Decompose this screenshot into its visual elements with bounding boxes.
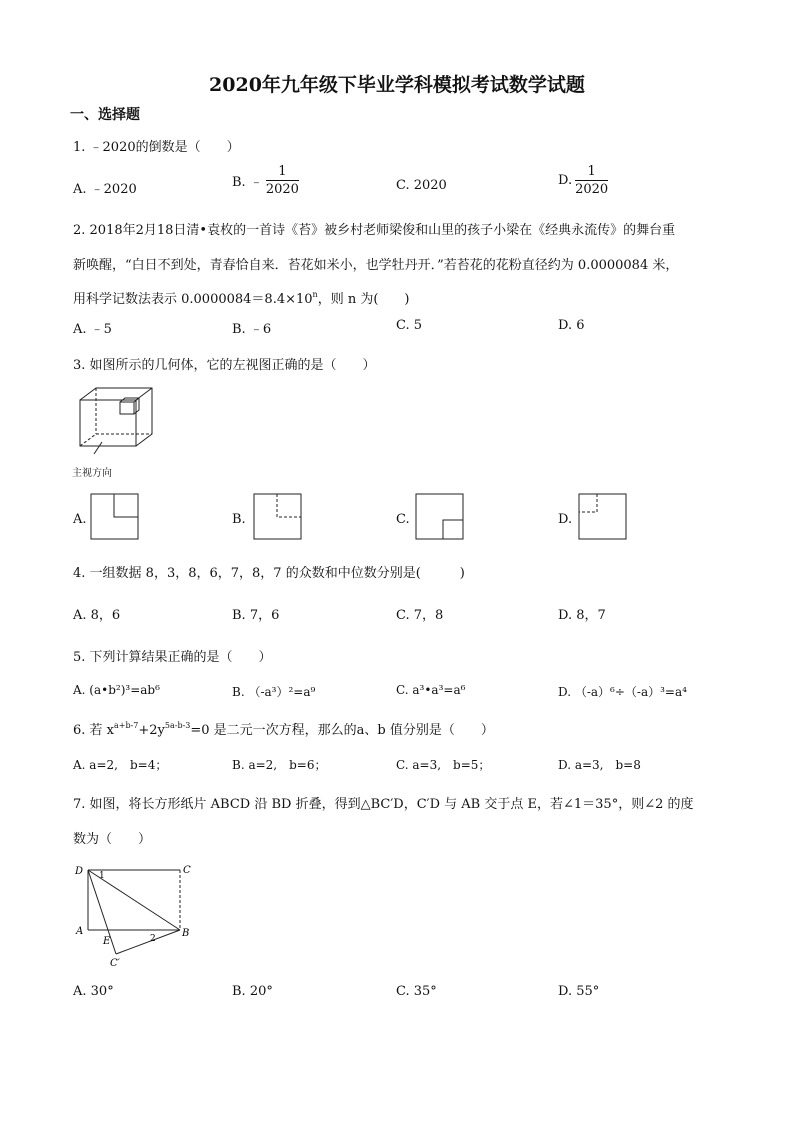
q3-solid-figure	[72, 382, 162, 457]
q4-option-a: A. 8，6	[73, 608, 121, 623]
q1-b-numerator: 1	[266, 163, 299, 181]
q7-label-b: B	[182, 928, 190, 939]
section-heading: 一、选择题	[70, 107, 140, 123]
q7-label-a: A	[76, 926, 84, 937]
q6-exponent-2: 5a-b-3	[164, 721, 191, 730]
q1-d-numerator: 1	[575, 163, 608, 181]
q2-exponent: n	[312, 290, 318, 299]
q5-option-c: C. a³•a³=a⁶	[396, 683, 466, 697]
q3-option-a: A.	[73, 512, 87, 527]
q5-stem: 5. 下列计算结果正确的是（ ）	[73, 650, 272, 665]
q7-angle-1: 1	[99, 871, 105, 881]
q3-option-c: C.	[396, 512, 410, 527]
q6-option-a: A. a=2, b=4；	[73, 758, 168, 772]
q2-line-3-post: ，则 n 为( )	[317, 292, 410, 307]
q3-option-d: D.	[558, 512, 573, 527]
q6-exponent-1: a+b-7	[114, 721, 139, 730]
q6-stem-pre: 6. 若 x	[73, 723, 114, 738]
q2-option-b: B. ﹣6	[232, 322, 272, 337]
q6-stem	[73, 719, 494, 738]
q6-stem-mid: +2y	[138, 723, 165, 738]
q3-caption: 主视方向	[72, 468, 112, 479]
q7-label-c: C	[183, 865, 191, 876]
q6-option-d: D. a=3, b=8	[558, 758, 641, 772]
q1-b-denominator: 2020	[265, 182, 299, 197]
q4-option-d: D. 8，7	[558, 608, 606, 623]
q1-option-b	[232, 163, 299, 198]
q7-label-d: D	[75, 866, 84, 877]
q5-option-b: B. （-a³）²=a⁹	[232, 685, 316, 699]
q7-option-b: B. 20°	[232, 984, 273, 999]
q2-line-2: 新唤醒，“白日不到处，青春恰自来．苔花如米小，也学牡丹开．”若苔花的花粉直径约为 0.0000084 米，	[73, 258, 679, 273]
q2-option-a: A. ﹣5	[73, 322, 112, 337]
q6-stem-post: =0 是二元一次方程，那么的a、b 值分别是（ ）	[190, 723, 494, 738]
q3-option-c-figure	[415, 493, 465, 541]
q7-option-d: D. 55°	[558, 984, 600, 999]
q2-line-1: 2. 2018年2月18日清•袁枚的一首诗《苔》被乡村老师梁俊和山里的孩子小梁在《经典永流传》的舞台重	[73, 223, 676, 238]
q1-option-d-fraction	[575, 163, 608, 198]
q1-d-denominator: 2020	[575, 182, 609, 197]
q1-option-b-prefix: B. ﹣	[232, 175, 263, 190]
q1-option-a: A. ﹣2020	[73, 182, 137, 197]
q7-option-a: A. 30°	[73, 984, 114, 999]
q2-line-3	[73, 288, 409, 307]
q7-line-1: 7. 如图，将长方形纸片 ABCD 沿 BD 折叠，得到△BC′D，C′D 与 AB 交于点 E，若∠1＝35°，则∠2 的度	[73, 797, 694, 812]
q7-label-e: E	[103, 936, 111, 947]
q3-option-a-figure	[90, 493, 140, 541]
q1-stem: 1. ﹣2020的倒数是（ ）	[73, 140, 240, 155]
q6-option-c: C. a=3, b=5；	[396, 758, 491, 772]
page-title: 2020年九年级下毕业学科模拟考试数学试题	[209, 74, 585, 96]
q2-option-d: D. 6	[558, 318, 585, 333]
q1-option-c: C. 2020	[396, 178, 447, 193]
q7-option-c: C. 35°	[396, 984, 437, 999]
q3-option-d-figure	[578, 493, 628, 541]
q5-option-a: A. (a•b²)³=ab⁶	[73, 683, 160, 697]
q3-option-b: B.	[232, 512, 246, 527]
q7-angle-2: 2	[150, 934, 156, 944]
q5-option-d: D. （-a）⁶÷（-a）³=a⁴	[558, 685, 687, 699]
q4-option-c: C. 7，8	[396, 608, 444, 623]
q4-option-b: B. 7，6	[232, 608, 280, 623]
q1-option-d	[558, 163, 608, 198]
q2-line-3-pre: 用科学记数法表示 0.0000084＝8.4×10	[73, 292, 313, 307]
q4-stem: 4. 一组数据 8，3，8，6，7，8，7 的众数和中位数分别是( )	[73, 566, 465, 581]
q1-option-d-prefix: D.	[558, 173, 573, 188]
q3-option-b-figure	[253, 493, 303, 541]
q7-line-2: 数为（ ）	[73, 832, 152, 847]
q7-label-c-prime: C′	[110, 958, 120, 969]
q1-option-b-fraction	[266, 163, 299, 198]
q3-stem: 3. 如图所示的几何体，它的左视图正确的是（ ）	[73, 358, 376, 373]
q7-rectangle-figure	[70, 858, 200, 970]
q6-option-b: B. a=2, b=6；	[232, 758, 327, 772]
q2-option-c: C. 5	[396, 318, 423, 333]
